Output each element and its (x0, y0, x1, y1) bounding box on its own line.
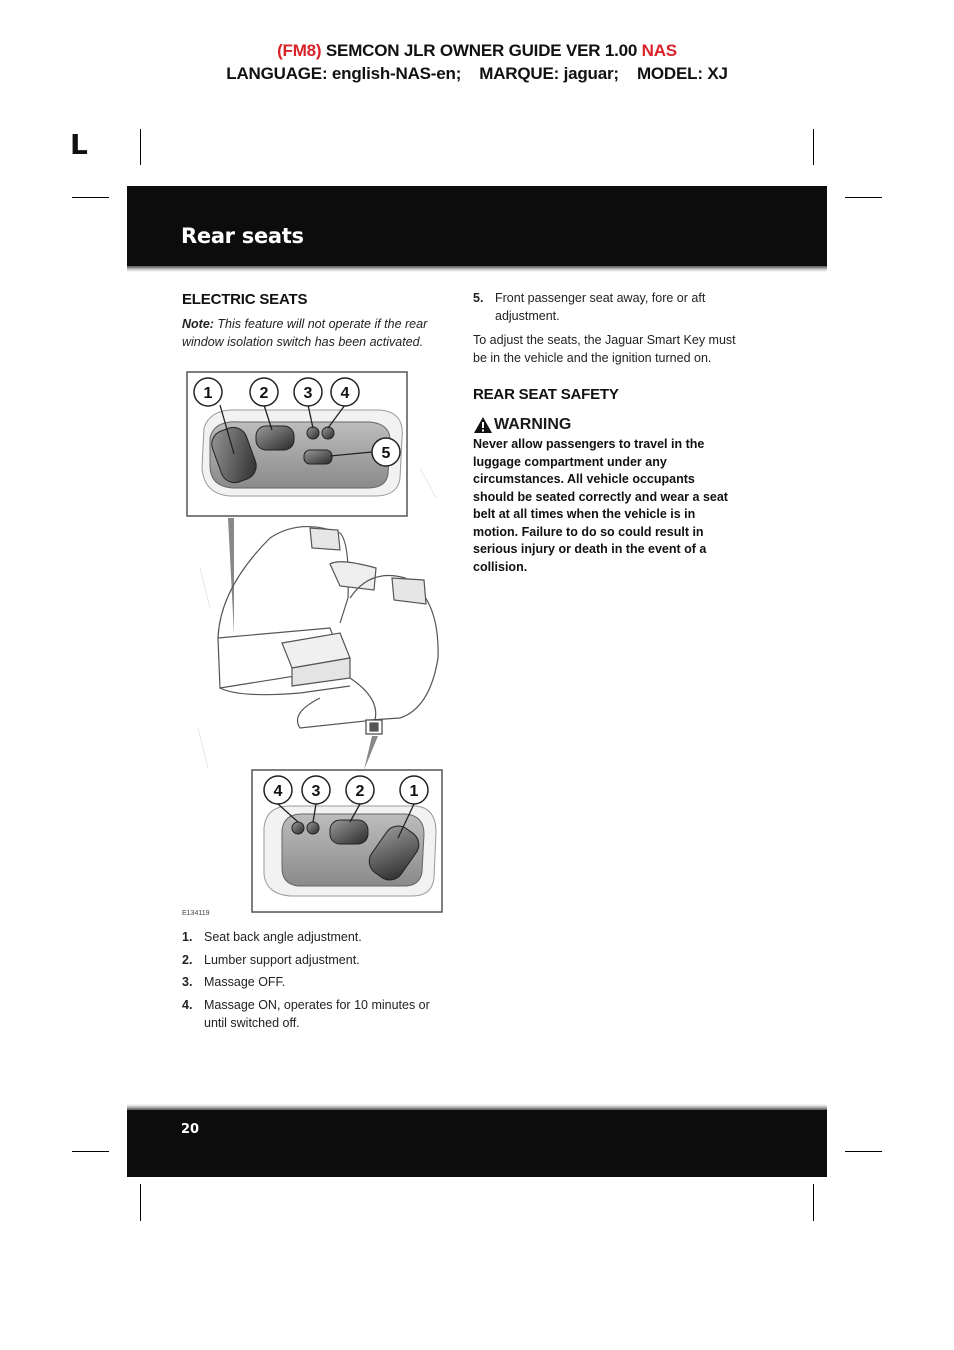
crop-mark (845, 1151, 882, 1152)
note-paragraph (182, 316, 444, 351)
chapter-title: Rear seats (181, 224, 304, 248)
crop-mark (845, 197, 882, 198)
seat-illustration (180, 368, 450, 920)
note-text: This feature will not operate if the rear window isolation switch has been activated. (182, 317, 428, 349)
meta-suffix: NAS (641, 41, 677, 60)
callout-bottom-2: 2 (355, 783, 365, 800)
page-number: 20 (181, 1122, 200, 1137)
page-footer-band (127, 1104, 827, 1177)
crop-mark (140, 1184, 141, 1221)
crop-mark (813, 1184, 814, 1221)
callout-top-3: 3 (303, 385, 313, 402)
crop-mark (72, 197, 109, 198)
left-column (182, 291, 444, 351)
section-heading-electric-seats: ELECTRIC SEATS (182, 291, 308, 308)
list-item-number: 4. (182, 998, 193, 1012)
list-item-text: Massage ON, operates for 10 minutes or until switched off. (204, 998, 430, 1030)
list-item-number: 1. (182, 930, 193, 944)
section-letter: L (70, 128, 88, 161)
callout-bottom-4: 4 (273, 783, 283, 800)
callout-bottom-1: 1 (409, 783, 419, 800)
crop-mark (140, 129, 141, 165)
adjust-instructions: To adjust the seats, the Jaguar Smart Key must be in the vehicle and the ignition turned on. (473, 333, 736, 365)
footer-sheen (127, 1104, 827, 1110)
numbered-list (182, 929, 444, 1039)
warning-text: Never allow passengers to travel in the luggage compartment under any circumstances. All vehicle occupants should be seated correctly and wear a seat belt at all times when the vehicle is in motion. Failure to do so could result in serious injury or death in the event of a collision. (473, 437, 728, 574)
warning-label: WARNING (494, 416, 572, 433)
seat-controls-figure (180, 368, 450, 920)
callout-top-2: 2 (259, 385, 269, 402)
list-item-number: 3. (182, 975, 193, 989)
right-column (473, 290, 738, 576)
list-item-text: Front passenger seat away, fore or aft adjustment. (495, 291, 706, 323)
chapter-header-band (127, 186, 827, 272)
callout-bottom-3: 3 (311, 783, 321, 800)
figure-code: E134119 (182, 910, 210, 917)
list-item-number: 2. (182, 953, 193, 967)
list-item-number: 5. (473, 291, 484, 305)
note-label: Note: (182, 317, 214, 331)
document-meta-line-1 (0, 41, 954, 61)
section-heading-rear-seat-safety: REAR SEAT SAFETY (473, 386, 619, 403)
warning-heading (473, 416, 738, 434)
document-meta-line-2: LANGUAGE: english-NAS-en; MARQUE: jaguar; MODEL: XJ (226, 64, 728, 83)
list-item-text: Seat back angle adjustment. (204, 930, 362, 944)
list-item-text: Lumber support adjustment. (204, 953, 360, 967)
header-sheen (127, 266, 827, 272)
meta-prefix: (FM8) (277, 41, 322, 60)
list-item-text: Massage OFF. (204, 975, 286, 989)
crop-mark (72, 1151, 109, 1152)
crop-mark (813, 129, 814, 165)
callout-top-5: 5 (381, 445, 391, 462)
callout-top-1: 1 (203, 385, 213, 402)
callout-top-4: 4 (340, 385, 350, 402)
warning-triangle-icon (473, 416, 493, 434)
list-item (473, 290, 738, 326)
meta-main: SEMCON JLR OWNER GUIDE VER 1.00 (321, 41, 642, 60)
